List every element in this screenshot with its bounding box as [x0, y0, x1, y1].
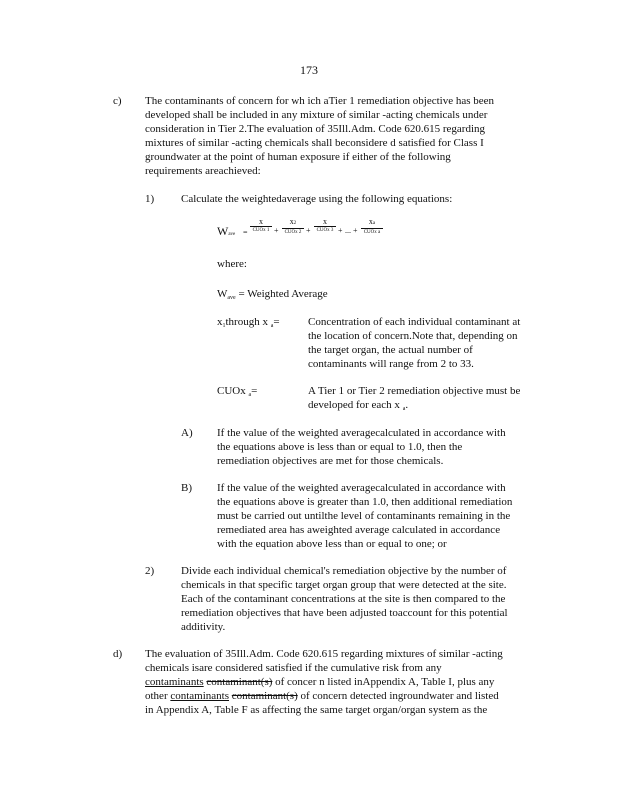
equation-term-1: x CUOx 1 [250, 218, 272, 235]
definition-cuox-line-2: developed for each x $_a$. [308, 399, 409, 412]
section-d-line-3: contaminants contaminant(s) of concer n listed inAppendix A, Table I, plus any [145, 676, 495, 688]
section-d-line-1: The evaluation of 35Ill.Adm. Code 620.615 regarding mixtures of similar -acting [145, 648, 503, 660]
subitem-a-label: A) [181, 427, 193, 439]
section-d-label: d) [113, 648, 123, 660]
definition-x-line-1: Concentration of each individual contaminant at [308, 316, 521, 328]
section-c-label: c) [113, 95, 122, 107]
equation-term-4: xa CUOx a [361, 218, 383, 237]
subitem-b-line-1: If the value of the weighted averagecalculated in accordance with [217, 482, 506, 494]
equation-lhs-sub: ave [228, 232, 236, 237]
section-d-line-5: in Appendix A, Table F as affecting the same target organ/organ system as the [145, 704, 488, 716]
section-c-line-6: requirements areachieved: [145, 165, 261, 177]
equation-term-3: x CUOx 3 [314, 218, 336, 235]
page-number: 173 [300, 63, 318, 77]
equation-term-2: x2 CUOx 2 [282, 218, 304, 237]
definition-x-line-4: contaminants will range from 2 to 33. [308, 358, 474, 370]
item-2-line-3: Each of the contaminant concentrations at the site is then compared to the [181, 593, 506, 605]
subitem-b-line-2: the equations above is greater than 1.0, then additional remediation [217, 496, 513, 508]
definition-cuox-line-1: A Tier 1 or Tier 2 remediation objective must be [308, 385, 521, 397]
section-c-line-1: The contaminants of concern for wh ich aTier 1 remediation objective has been [145, 95, 495, 107]
definition-x-term: $x_1through$ x $_a$= [217, 316, 280, 329]
subitem-b-line-5: with the equation above less than or equal to one; or [217, 538, 447, 550]
plus-2: + [306, 226, 311, 235]
equation-equals: = [243, 228, 248, 237]
subitem-a-line-3: remediation objectives are met for those chemicals. [217, 455, 444, 467]
plus-3: + [338, 226, 343, 235]
section-d-line-4: other contaminants contaminant(s) of concern detected ingroundwater and listed [145, 690, 499, 702]
item-1-text: Calculate the weightedaverage using the following equations: [181, 193, 453, 205]
inserted-text: contaminants [170, 690, 230, 702]
subitem-b-line-3: must be carried out untilthe level of contaminants remaining in the [217, 510, 511, 522]
definition-wave: $W_{ave}$ = Weighted Average [217, 288, 328, 301]
subitem-a-line-1: If the value of the weighted averagecalculated in accordance with [217, 427, 506, 439]
equation-ellipsis: ... [345, 226, 351, 235]
item-2-label: 2) [145, 565, 155, 577]
section-c-line-4: mixtures of similar -acting chemicals shall beconsidere d satisfied for Class I [145, 137, 484, 149]
plus-1: + [274, 226, 279, 235]
section-c-line-5: groundwater at the point of human exposure if either of the following [145, 151, 451, 163]
subitem-b-line-4: remediated area has aweighted average calculated in accordance [217, 524, 501, 536]
subitem-b-label: B) [181, 482, 192, 494]
item-2-line-4: remediation objectives that have been adjusted toaccount for this potential [181, 607, 508, 619]
section-c-line-3: consideration in Tier 2.The evaluation of 35Ill.Adm. Code 620.615 regarding [145, 123, 486, 135]
plus-4: + [353, 226, 358, 235]
definition-x-line-2: the location of concern.Note that, depending on [308, 330, 518, 342]
section-c-line-2: developed shall be included in any mixture of similar -acting chemicals under [145, 109, 488, 121]
item-1-label: 1) [145, 193, 155, 205]
inserted-text: contaminants [145, 676, 204, 688]
deleted-text: contaminant(s) [231, 690, 298, 702]
subitem-a-line-2: the equations above is less than or equal to 1.0, then the [217, 441, 463, 453]
item-2-line-2: chemicals in that specific target organ group that were detected at the site. [181, 579, 507, 591]
definition-x-line-3: the target organ, the actual number of [308, 344, 473, 356]
equation-lhs: W [217, 224, 229, 238]
deleted-text: contaminant(s) [206, 676, 273, 688]
where-label: where: [217, 258, 247, 270]
item-2-line-5: additivity. [181, 621, 226, 633]
section-d-line-2: chemicals isare considered satisfied if the cumulative risk from any [145, 662, 442, 674]
item-2-line-1: Divide each individual chemical's remediation objective by the number of [181, 565, 507, 577]
definition-cuox-term: CUOx $_a$= [217, 385, 258, 398]
